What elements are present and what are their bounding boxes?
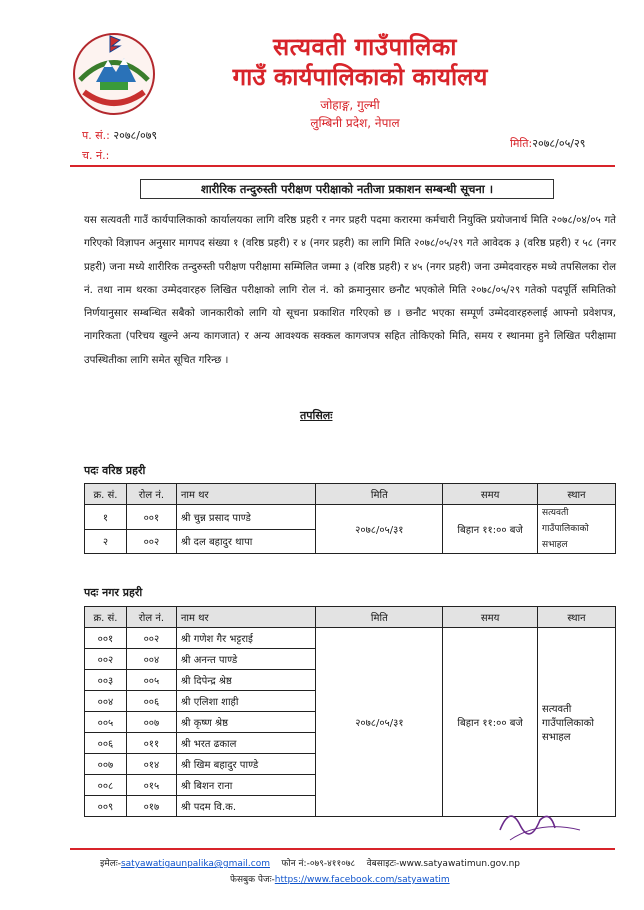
nepal-emblem-icon <box>70 30 158 118</box>
notice-body: यस सत्यवती गाउँ कार्यपालिकाको कार्यालयका लागि वरिष्ठ प्रहरी र नगर प्रहरी पदमा करारमा कर्मचारी नियुक्ति प्रयोजनार्थ मिति २०७८/०४/०५ गते गरिएको विज्ञापन अनुसार मागपद संख्या १ (वरिष्ठ प्रहरी) र ४ (नगर प्रहरी) का लागि मिति २०७८/०५/२९ गते आवेदक ३ (वरिष्ठ प्रहरी) र ५८ (नगर प्रहरी) जना मध्ये शारीरिक तन्दुरुस्ती परीक्षण परीक्षामा सम्मिलित जम्मा ३ (वरिष्ठ प्रहरी) र ४५ (नगर प्रहरी) जना उम्मेदवारहरु मध्ये तपसिलका रोल नं. तथा नाम थरका उम्मेदवारहरु लिखित परीक्षाको लागि रोल नं. को क्रमानुसार छनौट भएकोले मिति २०७८/०५/२९ गतेको पदपूर्ति समितिको निर्णयानुसार सम्बन्धित सबैको जानकारीको लागि यो सूचना प्रकाशित गरिएको छ । छनौट भएका सम्पूर्ण उम्मेदवारहरुलाई आफ्नो प्रवेशपत्र, नागरिकता (परिचय खुल्ने अन्य कागजात) र अन्य आवश्यक सक्कल कागजपत्र सहित तोकिएको मिति, समय र स्थानमा हुने लिखित परीक्षामा उपस्थितीका लागि समेत सूचित गरिन्छ । <box>84 215 616 366</box>
patra-sankhya <box>82 128 157 143</box>
email-label: इमेलः- <box>100 859 121 869</box>
row-roll: ०१५ <box>126 775 176 796</box>
row-sn: ००८ <box>85 775 127 796</box>
row-name: श्री भरत ढकाल <box>176 733 316 754</box>
col-sn: क्र. सं. <box>85 484 127 505</box>
row-roll: ००२ <box>126 529 176 554</box>
table-row <box>85 628 616 649</box>
col-time: समय <box>443 607 538 628</box>
row-name: श्री दिपेन्द्र श्रेष्ठ <box>176 670 316 691</box>
col-name: नाम थर <box>176 484 316 505</box>
tapsil-heading: तपसिलः <box>300 409 333 422</box>
ps-value: २०७८/०७९ <box>113 129 158 142</box>
city-police-table <box>84 606 616 817</box>
address-line-1: जोहाङ्ग, गुल्मी <box>320 98 380 112</box>
facebook-label: फेसबुक पेजः- <box>230 875 275 885</box>
footer-line-2 <box>230 872 450 885</box>
exam-date: २०७८/०५/३१ <box>316 505 443 554</box>
col-name: नाम थर <box>176 607 316 628</box>
exam-date: २०७८/०५/३१ <box>316 628 443 817</box>
row-sn: ००६ <box>85 733 127 754</box>
row-name: श्री गणेश गैर भट्टराई <box>176 628 316 649</box>
col-place: स्थान <box>538 607 616 628</box>
row-sn: ००१ <box>85 628 127 649</box>
row-name: श्री अनन्त पाण्डे <box>176 649 316 670</box>
row-name: श्री बिशन राना <box>176 775 316 796</box>
table-header-row <box>85 607 616 628</box>
col-date: मिति <box>316 484 443 505</box>
row-sn: ००३ <box>85 670 127 691</box>
row-roll: ००७ <box>126 712 176 733</box>
row-sn: २ <box>85 529 127 554</box>
address-line-2: लुम्बिनी प्रदेश, नेपाल <box>310 116 400 130</box>
facebook-link[interactable]: https://www.facebook.com/satyawatim <box>274 875 450 885</box>
header-divider <box>70 165 615 167</box>
row-roll: ०१४ <box>126 754 176 775</box>
exam-place: सत्यवती गाउँपालिकाको सभाहल <box>538 505 616 554</box>
row-name: श्री दल बहादुर थापा <box>176 529 316 554</box>
row-sn: ००२ <box>85 649 127 670</box>
date-value: २०७८/०५/२९ <box>532 137 586 150</box>
post-city-police: पदः नगर प्रहरी <box>84 586 143 599</box>
col-roll: रोल नं. <box>126 607 176 628</box>
footer-line-1 <box>100 856 520 869</box>
table-header-row <box>85 484 616 505</box>
post-senior-police: पदः वरिष्ठ प्रहरी <box>84 464 146 477</box>
row-sn: ००७ <box>85 754 127 775</box>
phone-value: ०७९-४११०७८ <box>309 859 356 869</box>
exam-place: सत्यवती गाउँपालिकाको सभाहल <box>538 628 616 817</box>
website-label: वेबसाइटः- <box>366 859 400 869</box>
senior-police-table <box>84 483 616 554</box>
exam-time: बिहान ११:०० बजे <box>443 628 538 817</box>
ps-label: प. सं.: <box>82 129 110 142</box>
row-roll: ०११ <box>126 733 176 754</box>
signature-stamp-icon <box>480 800 590 850</box>
row-sn: १ <box>85 505 127 530</box>
row-sn: ००९ <box>85 796 127 817</box>
date-line <box>510 136 585 151</box>
phone-label: फोन नं:- <box>281 859 310 869</box>
col-time: समय <box>443 484 538 505</box>
row-name: श्री कृष्ण श्रेष्ठ <box>176 712 316 733</box>
row-roll: ००२ <box>126 628 176 649</box>
row-name: श्री एलिशा शाही <box>176 691 316 712</box>
website-link[interactable]: www.satyawatimun.gov.np <box>399 859 521 869</box>
row-sn: ००४ <box>85 691 127 712</box>
chalani-number: च. नं.: <box>82 149 110 162</box>
row-roll: ००६ <box>126 691 176 712</box>
row-name: श्री पदम वि.क. <box>176 796 316 817</box>
exam-time: बिहान ११:०० बजे <box>443 505 538 554</box>
row-name: श्री खिम बहादुर पाण्डे <box>176 754 316 775</box>
footer-divider <box>70 848 615 850</box>
col-place: स्थान <box>538 484 616 505</box>
row-name: श्री चुन्न प्रसाद पाण्डे <box>176 505 316 530</box>
office-title: सत्यवती गाउँपालिका <box>272 33 458 61</box>
row-sn: ००५ <box>85 712 127 733</box>
email-link[interactable]: satyawatigaunpalika@gmail.com <box>120 859 270 869</box>
office-subtitle: गाउँ कार्यपालिकाको कार्यालय <box>232 63 488 91</box>
col-date: मिति <box>316 607 443 628</box>
row-roll: ००५ <box>126 670 176 691</box>
col-sn: क्र. सं. <box>85 607 127 628</box>
row-roll: ००१ <box>126 505 176 530</box>
row-roll: ०१७ <box>126 796 176 817</box>
date-label: मिति: <box>510 137 533 150</box>
table-row <box>85 505 616 530</box>
row-roll: ००४ <box>126 649 176 670</box>
notice-title: शारीरिक तन्दुरुस्ती परीक्षण परीक्षाको नतीजा प्रकाशन सम्बन्धी सूचना । <box>140 179 554 199</box>
col-roll: रोल नं. <box>126 484 176 505</box>
